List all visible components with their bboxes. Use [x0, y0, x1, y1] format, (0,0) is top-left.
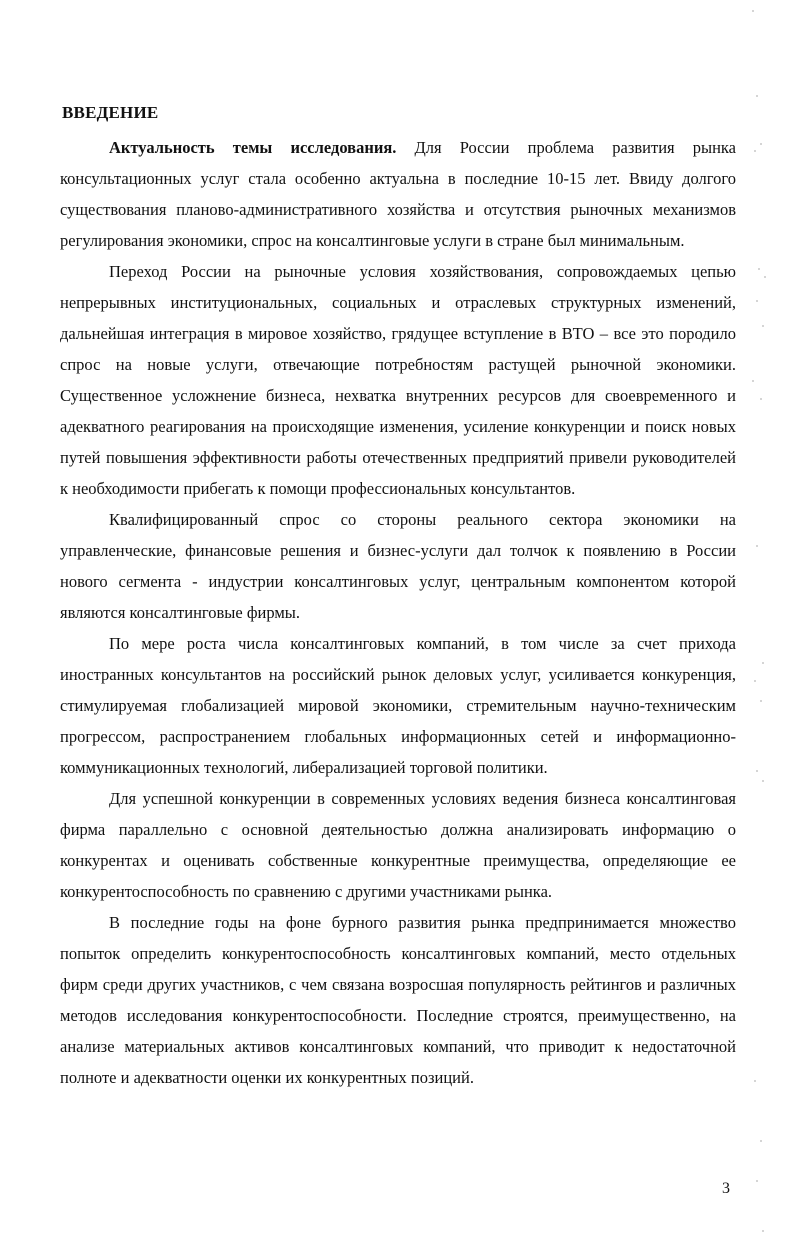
paragraph: Квалифицированный спрос со стороны реального сектора экономики на управленческие, финансовые решения и бизнес-услуги дал толчок к появлению в России нового сегмента - индустрии консалтинговых услуг, центральным компонентом которой являются консалтинговые фирмы. — [60, 510, 736, 622]
paragraph: В последние годы на фоне бурного развития рынка предпринимается множество попыток определить конкурентоспособность консалтинговых компаний, место отдельных фирм среди других участников, с чем связана возросшая популярность рейтингов и различных методов исследования конкурентоспособности. Последние строятся, преимущественно, на анализе материальных активов консалтинговых компаний, что приводит к недостаточной полноте и адекватности оценки их конкурентных позиций. — [60, 913, 736, 1087]
paragraph: По мере роста числа консалтинговых компаний, в том числе за счет прихода иностранных консультантов на российский рынок деловых услуг, усиливается конкуренция, стимулируемая глобализацией мировой экономики, стремительным научно-техническим прогрессом, распространением глобальных информационных сетей и информационно-коммуникационных технологий, либерализацией торговой политики. — [60, 634, 736, 777]
paragraph: Для успешной конкуренции в современных условиях ведения бизнеса консалтинговая фирма параллельно с основной деятельностью должна анализировать информацию о конкурентах и оценивать собственные конкурентные преимущества, определяющие ее конкурентоспособность по сравнению с другими участниками рынка. — [60, 789, 736, 901]
document-body — [60, 132, 736, 1093]
paragraph-lead-bold: Актуальность темы исследования. — [109, 138, 397, 157]
section-heading: ВВЕДЕНИЕ — [62, 103, 159, 122]
paragraph-relevance — [60, 132, 736, 256]
paragraph: Переход России на рыночные условия хозяйствования, сопровождаемых цепью непрерывных институциональных, социальных и отраслевых структурных изменений, дальнейшая интеграция в мировое хозяйство, грядущее вступление в ВТО – все это породило спрос на новые услуги, отвечающие потребностям растущей рыночной экономики. Существенное усложнение бизнеса, нехватка внутренних ресурсов для своевременного и адекватного реагирования на происходящие изменения, усиление конкуренции и поиск новых путей повышения эффективности работы отечественных предприятий привели руководителей к необходимости прибегать к помощи профессиональных консультантов. — [60, 262, 736, 498]
page-number: 3 — [722, 1180, 730, 1197]
paragraph-text: Для России проблема развития рынка консультационных услуг стала особенно актуальна в последние 10-15 лет. Ввиду долгого существования планово-административного хозяйства и отсутствия рыночных механизмов регулирования экономики, спрос на консалтинговые услуги в стране был минимальным. — [60, 138, 737, 250]
